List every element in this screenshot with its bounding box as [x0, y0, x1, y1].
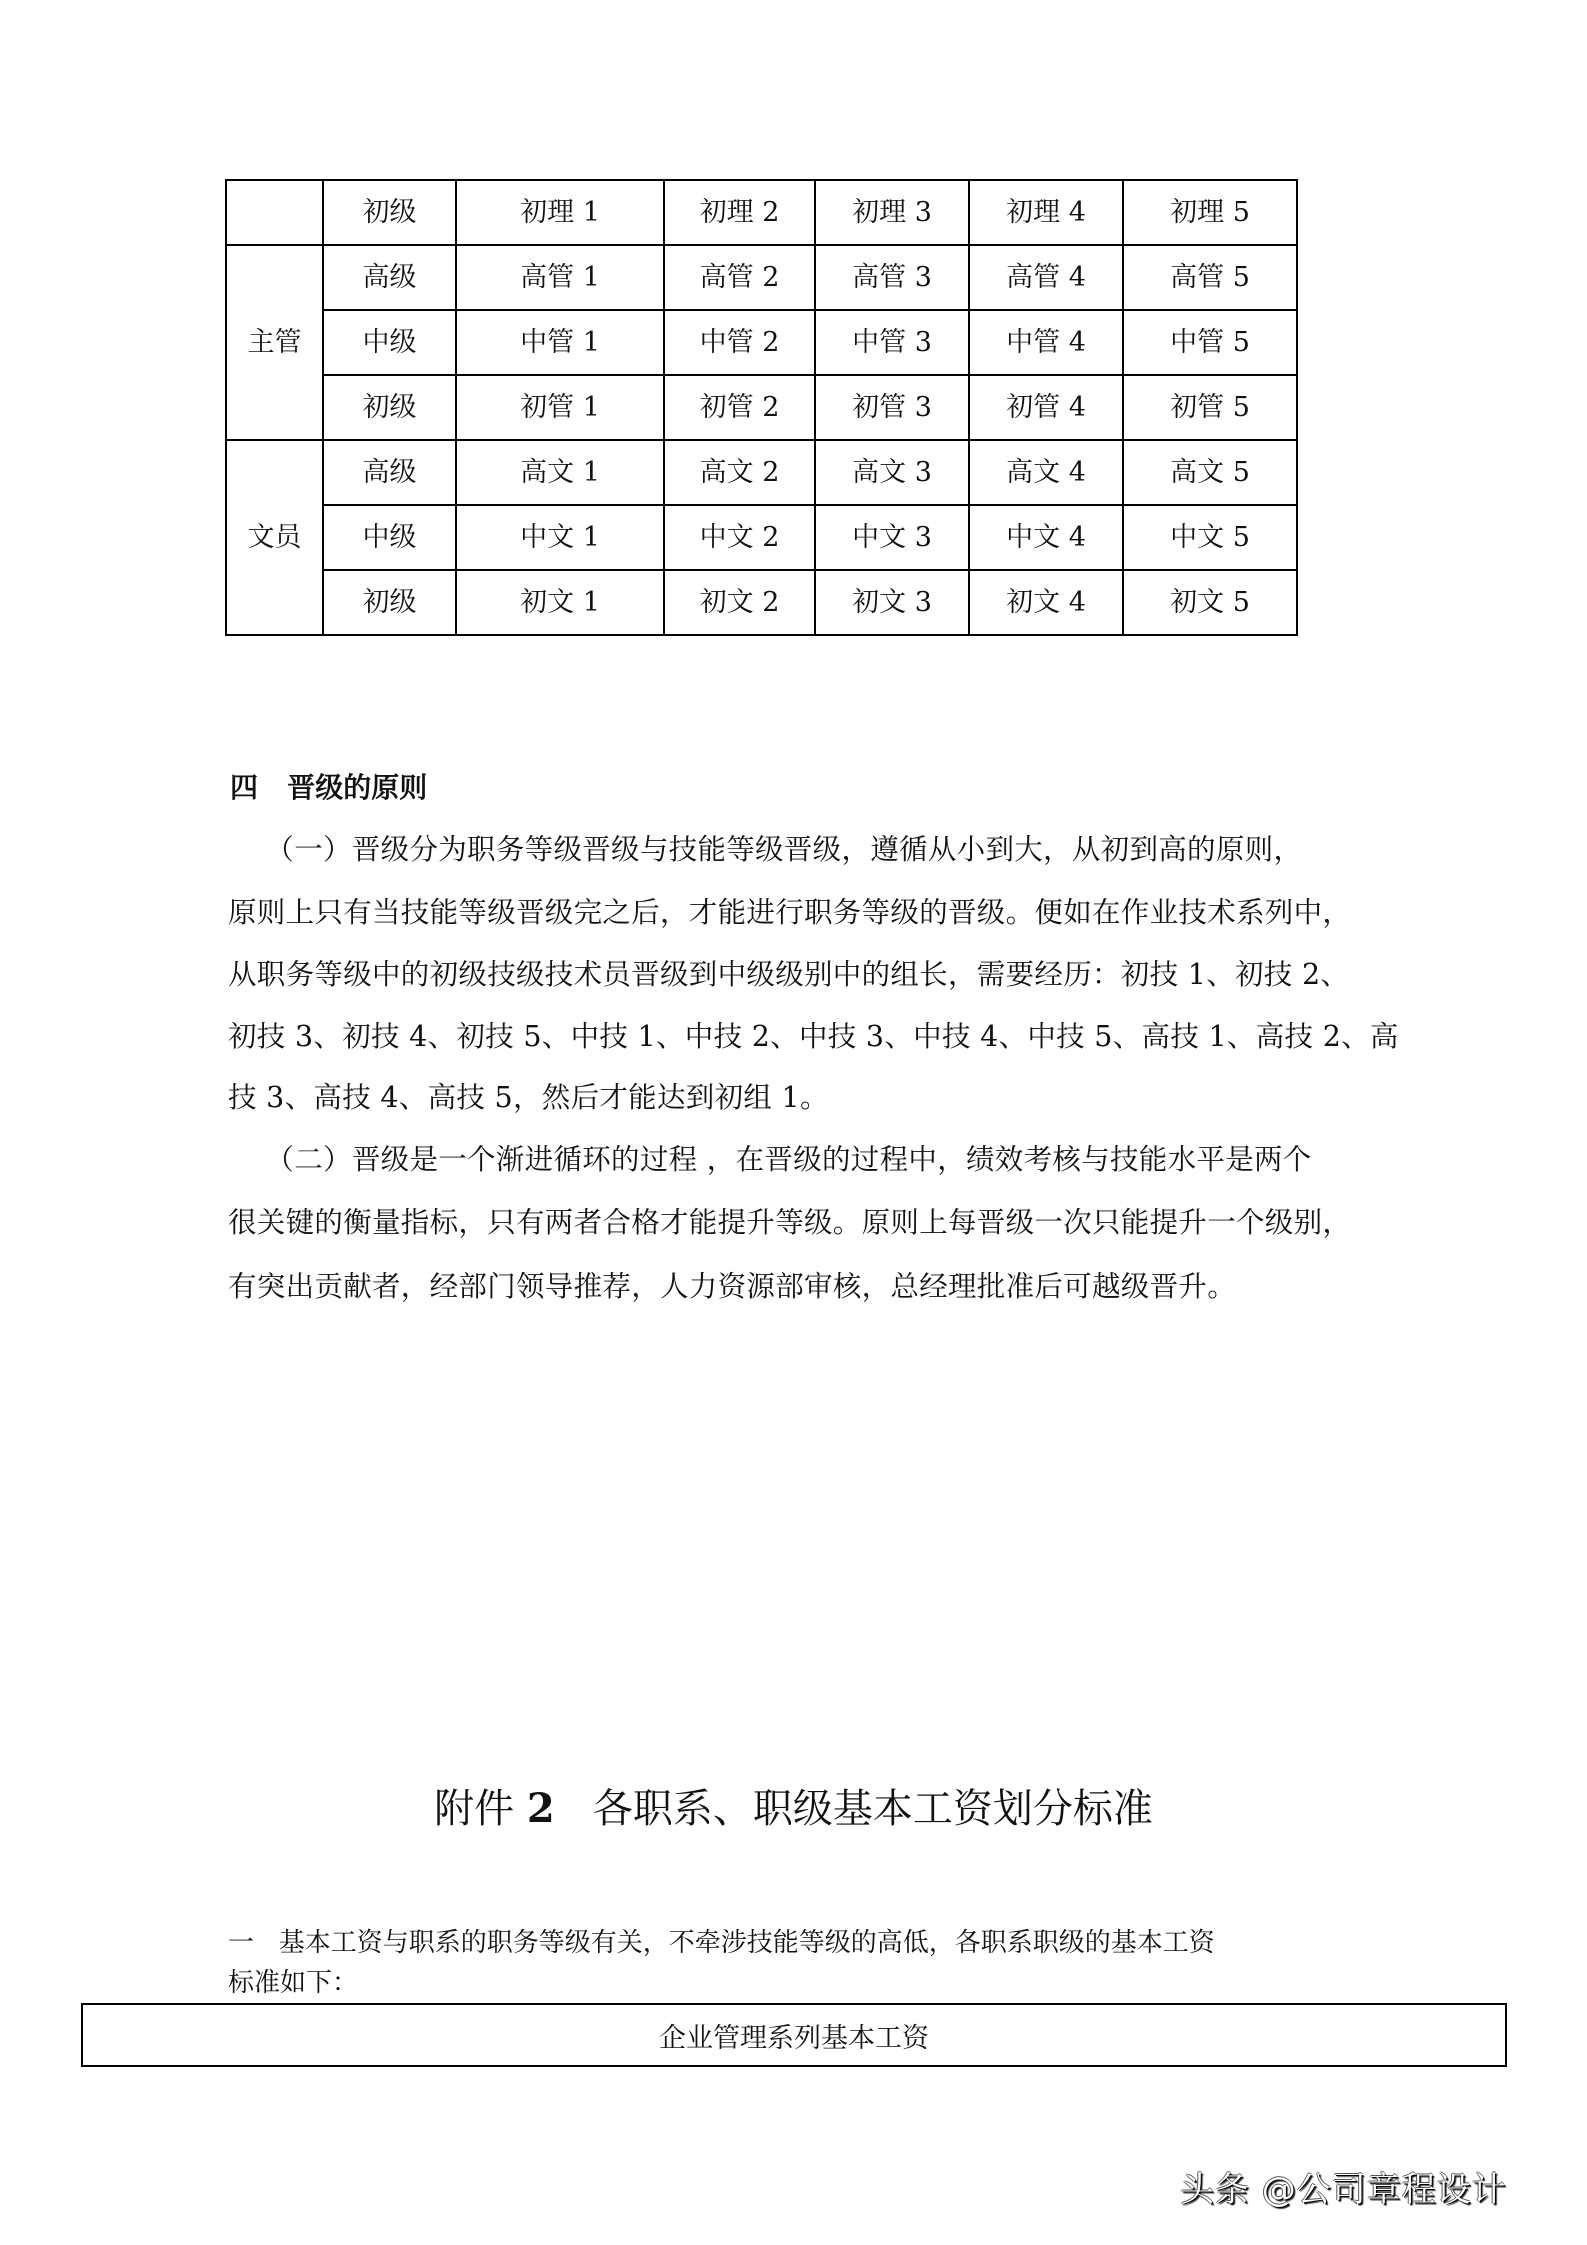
group-cell-clerk: 文员 [226, 440, 323, 635]
appendix-title-prefix: 附件 [434, 1786, 527, 1832]
grade-cell: 初文 4 [969, 570, 1123, 635]
grade-cell: 高管 3 [815, 245, 969, 310]
grade-cell: 初文 3 [815, 570, 969, 635]
grade-cell: 初文 5 [1123, 570, 1297, 635]
section-heading: 四 晋级的原则 [230, 771, 428, 804]
paragraph-line: 初技 3、初技 4、初技 5、中技 1、中技 2、中技 3、中技 4、中技 5、高技 1、高技 2、高 [228, 1020, 1399, 1053]
grade-cell: 中文 4 [969, 505, 1123, 570]
level-cell: 中级 [323, 505, 456, 570]
grade-cell: 中文 3 [815, 505, 969, 570]
grade-cell: 初文 1 [456, 570, 664, 635]
table-row [226, 440, 1297, 505]
grade-cell: 初理 3 [815, 180, 969, 245]
table-row [226, 245, 1297, 310]
grade-cell: 中管 4 [969, 310, 1123, 375]
level-cell: 中级 [323, 310, 456, 375]
level-cell: 初级 [323, 570, 456, 635]
paragraph-line: （一）晋级分为职务等级晋级与技能等级晋级，遵循从小到大，从初到高的原则， [228, 833, 1303, 866]
paragraph-line: 有突出贡献者，经部门领导推荐，人力资源部审核，总经理批准后可越级晋升。 [228, 1270, 1237, 1303]
paragraph-line: （二）晋级是一个渐进循环的过程 ，在晋级的过程中，绩效考核与技能水平是两个 [228, 1143, 1312, 1176]
note-line: 一 基本工资与职系的职务等级有关，不牵涉技能等级的高低，各职系职级的基本工资 [228, 1928, 1215, 1958]
table-row [226, 505, 1297, 570]
paragraph-line: 原则上只有当技能等级晋级完之后，才能进行职务等级的晋级。便如在作业技术系列中， [228, 896, 1352, 929]
level-cell: 初级 [323, 375, 456, 440]
table-row [226, 310, 1297, 375]
grade-cell: 中管 1 [456, 310, 664, 375]
grade-table [225, 179, 1298, 636]
group-cell [226, 180, 323, 245]
grade-cell: 初管 4 [969, 375, 1123, 440]
grade-cell: 中管 5 [1123, 310, 1297, 375]
watermark: 头条 @公司章程设计 [1180, 2170, 1507, 2210]
grade-cell: 初管 1 [456, 375, 664, 440]
appendix-title-number: 2 [526, 1785, 555, 1832]
grade-cell: 高管 4 [969, 245, 1123, 310]
grade-cell: 初管 2 [664, 375, 815, 440]
grade-cell: 高文 4 [969, 440, 1123, 505]
appendix-title [0, 1785, 1587, 1833]
grade-cell: 中文 1 [456, 505, 664, 570]
grade-cell: 初管 5 [1123, 375, 1297, 440]
grade-cell: 高管 5 [1123, 245, 1297, 310]
grade-cell: 高文 1 [456, 440, 664, 505]
grade-cell: 初文 2 [664, 570, 815, 635]
grade-cell: 高管 1 [456, 245, 664, 310]
table-row [226, 180, 1297, 245]
grade-cell: 高文 3 [815, 440, 969, 505]
grade-cell: 初理 4 [969, 180, 1123, 245]
group-cell-supervisor: 主管 [226, 245, 323, 440]
paragraph-line: 技 3、高技 4、高技 5，然后才能达到初组 1。 [228, 1081, 829, 1114]
salary-table-caption-text: 企业管理系列基本工资 [659, 2022, 929, 2054]
level-cell: 高级 [323, 245, 456, 310]
grade-cell: 初理 5 [1123, 180, 1297, 245]
note-line: 标准如下： [228, 1968, 359, 1998]
grade-cell: 中文 2 [664, 505, 815, 570]
grade-cell: 高文 5 [1123, 440, 1297, 505]
grade-cell: 中管 2 [664, 310, 815, 375]
grade-cell: 中管 3 [815, 310, 969, 375]
table-row [226, 570, 1297, 635]
grade-cell: 初管 3 [815, 375, 969, 440]
grade-cell: 中文 5 [1123, 505, 1297, 570]
paragraph-line: 从职务等级中的初级技级技术员晋级到中级级别中的组长，需要经历：初技 1、初技 2、 [228, 958, 1350, 991]
salary-table-caption [81, 2003, 1507, 2067]
level-cell: 初级 [323, 180, 456, 245]
grade-cell: 初理 1 [456, 180, 664, 245]
grade-cell: 高管 2 [664, 245, 815, 310]
level-cell: 高级 [323, 440, 456, 505]
table-row [226, 375, 1297, 440]
paragraph-line: 很关键的衡量指标，只有两者合格才能提升等级。原则上每晋级一次只能提升一个级别， [228, 1206, 1352, 1239]
appendix-title-text: 各职系、职级基本工资划分标准 [554, 1786, 1153, 1832]
grade-cell: 高文 2 [664, 440, 815, 505]
grade-cell: 初理 2 [664, 180, 815, 245]
